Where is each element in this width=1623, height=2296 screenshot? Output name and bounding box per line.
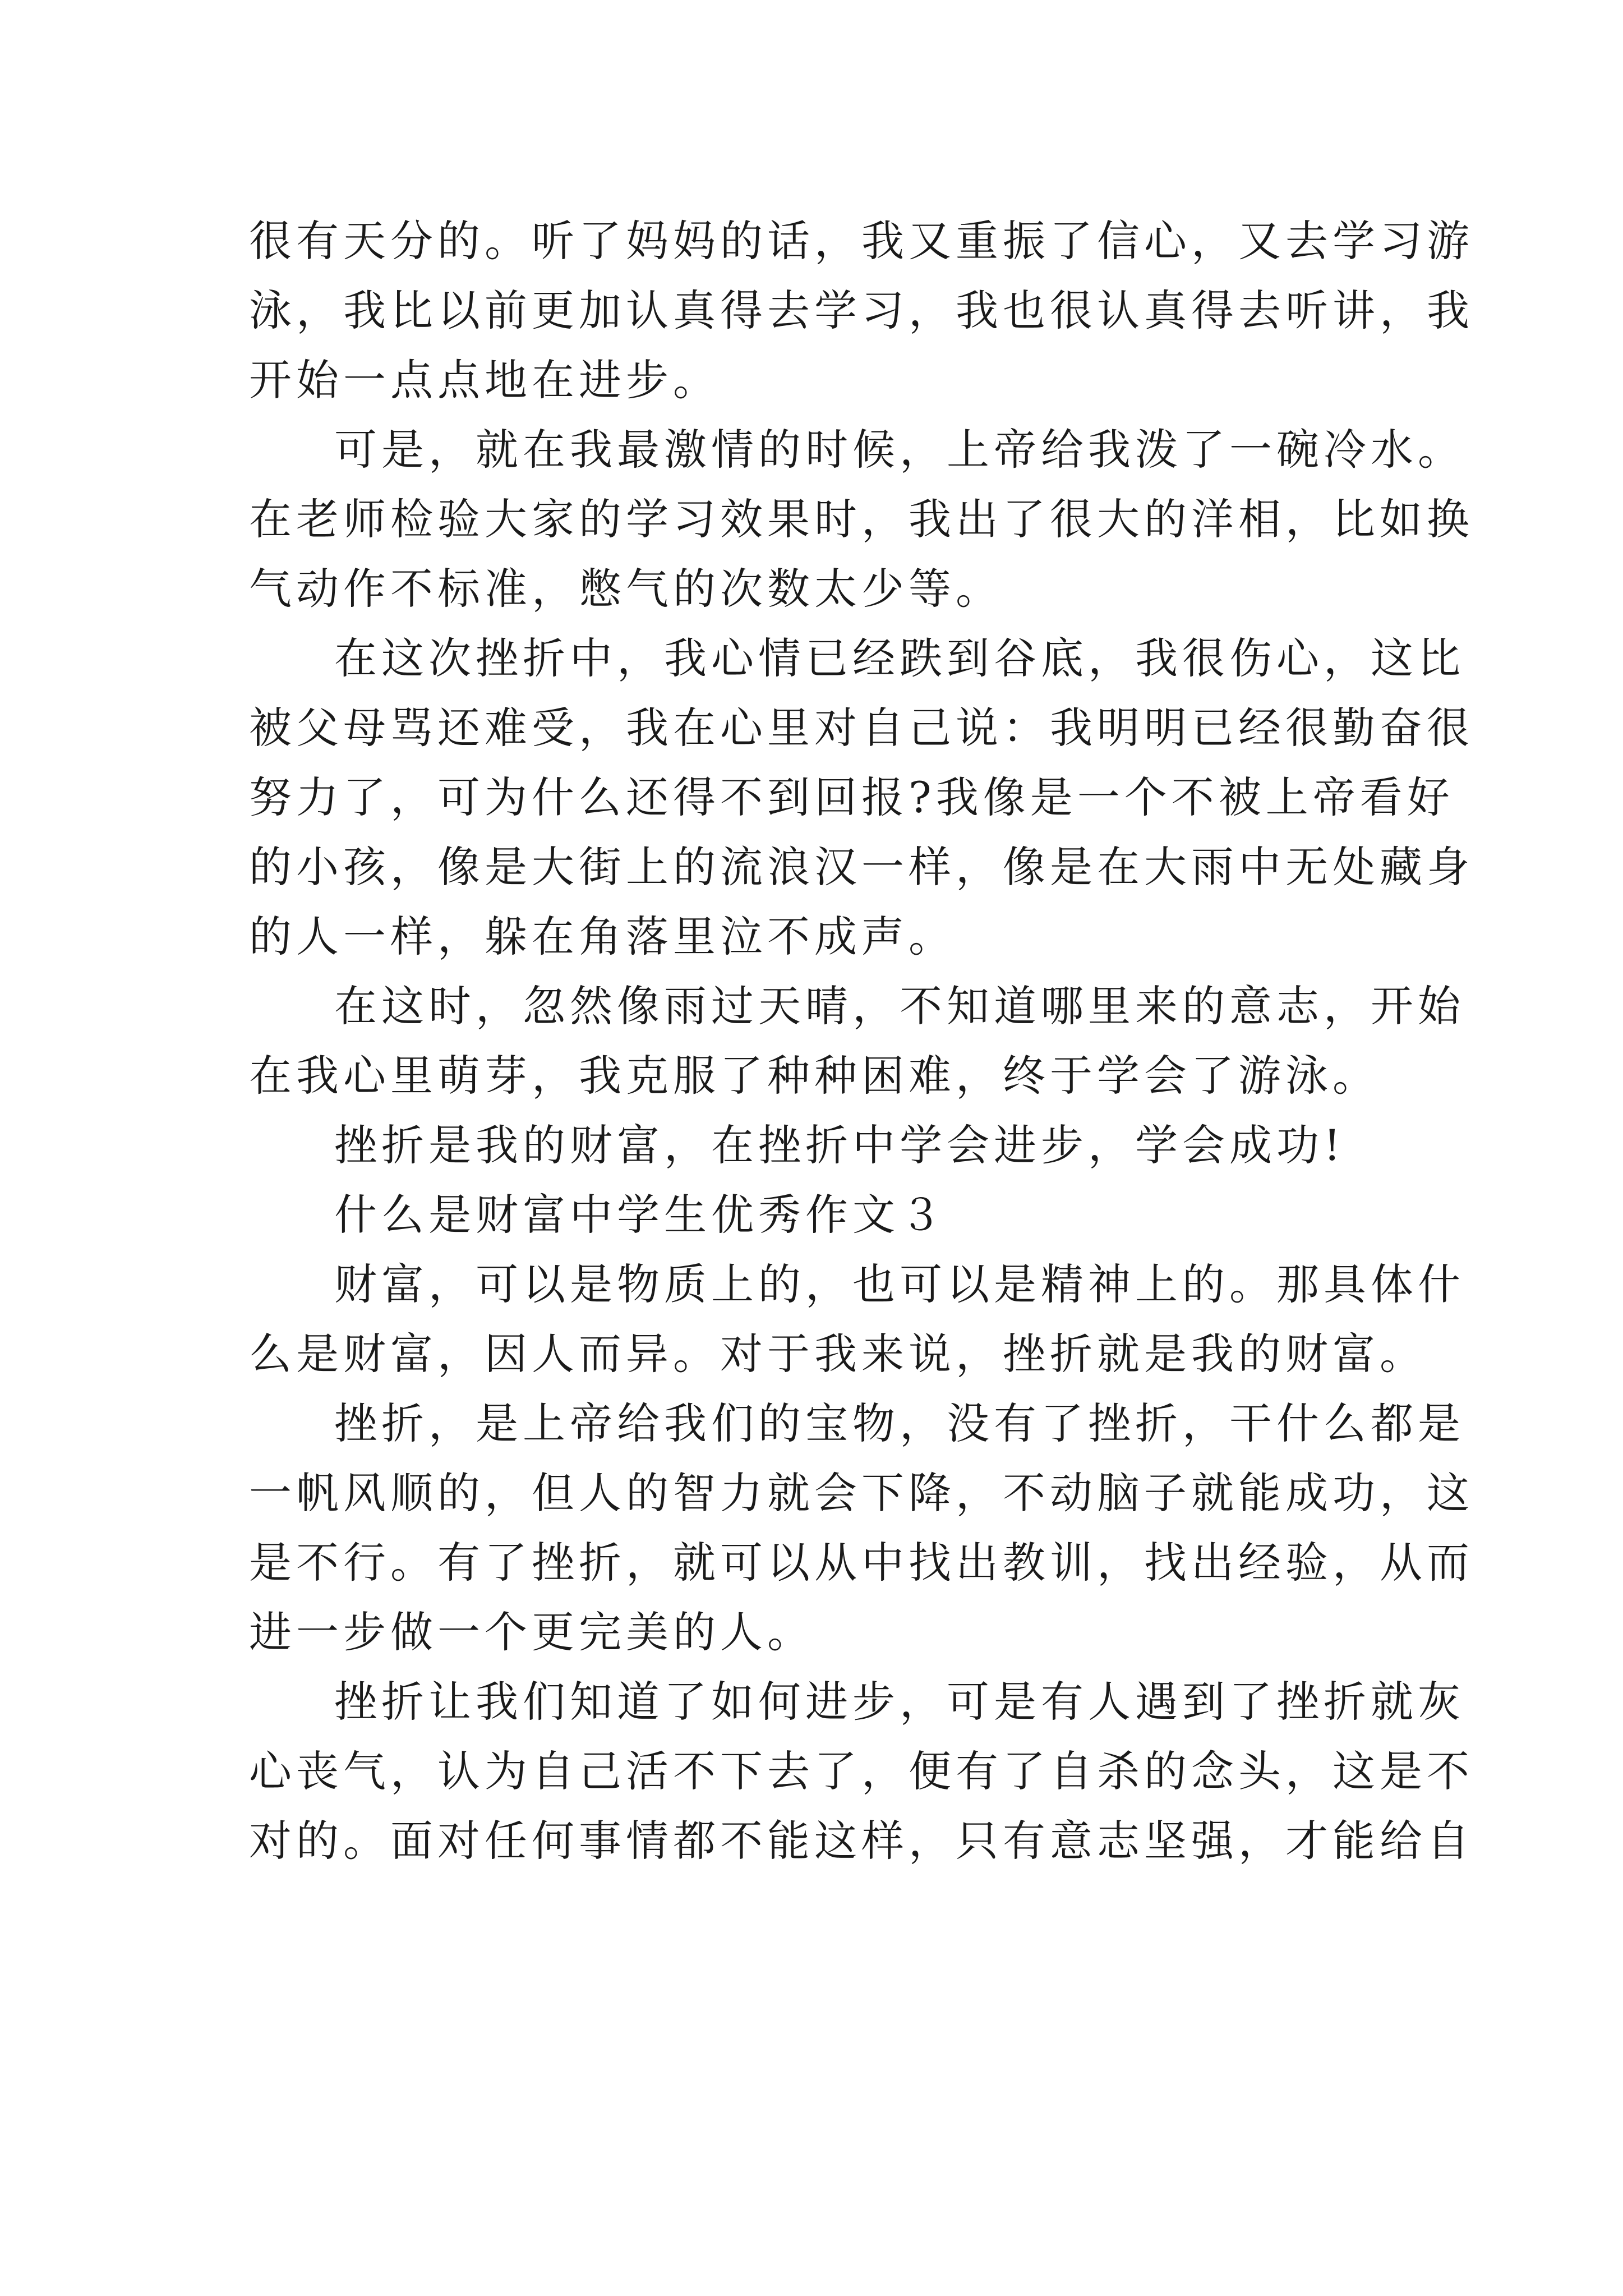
text-line: 在这次挫折中，我心情已经跌到谷底，我很伤心，这比 (334, 633, 1465, 683)
text-line: 努力了，可为什么还得不到回报?我像是一个不被上帝看好 (249, 772, 1454, 822)
text-line: 在老师检验大家的学习效果时，我出了很大的洋相，比如换 (249, 494, 1474, 544)
text-line: 么是财富，因人而异。对于我来说，挫折就是我的财富。 (249, 1329, 1427, 1379)
paragraph-2 (249, 415, 1474, 624)
text-line: 气动作不标准，憋气的次数太少等。 (249, 564, 1003, 614)
text-line: 财富，可以是物质上的，也可以是精神上的。那具体什 (334, 1259, 1465, 1309)
section-heading (249, 1180, 1393, 1250)
paragraph-7 (249, 1389, 1474, 1667)
text-line: 进一步做一个更完美的人。 (249, 1607, 814, 1657)
text-line: 挫折是我的财富，在挫折中学会进步，学会成功! (334, 1120, 1345, 1170)
paragraph-8 (249, 1667, 1474, 1876)
paragraph-3 (249, 624, 1474, 972)
heading-text: 什么是财富中学生优秀作文３ (334, 1190, 947, 1240)
text-line: 是不行。有了挫折，就可以从中找出教训，找出经验，从而 (249, 1538, 1474, 1588)
text-line: 被父母骂还难受，我在心里对自己说：我明明已经很勤奋很 (249, 703, 1474, 753)
text-line: 挫折，是上帝给我们的宝物，没有了挫折，干什么都是 (334, 1398, 1465, 1448)
text-line: 泳，我比以前更加认真得去学习，我也很认真得去听讲，我 (249, 286, 1474, 335)
text-line: 一帆风顺的，但人的智力就会下降，不动脑子就能成功，这 (249, 1468, 1474, 1518)
text-line: 很有天分的。听了妈妈的话，我又重振了信心，又去学习游 (249, 216, 1474, 266)
text-line: 对的。面对任何事情都不能这样，只有意志坚强，才能给自 (249, 1816, 1474, 1866)
text-line: 可是，就在我最激情的时候，上帝给我泼了一碗冷水。 (334, 425, 1465, 475)
text-line: 的小孩，像是大街上的流浪汉一样，像是在大雨中无处藏身 (249, 842, 1474, 892)
text-line: 开始一点点地在进步。 (249, 355, 720, 405)
paragraph-1 (249, 206, 1474, 415)
paragraph-4 (249, 972, 1465, 1111)
text-line: 挫折让我们知道了如何进步，可是有人遇到了挫折就灰 (334, 1677, 1465, 1727)
text-line: 的人一样，躲在角落里泣不成声。 (249, 912, 956, 961)
paragraph-6 (249, 1250, 1465, 1389)
text-line: 在我心里萌芽，我克服了种种困难，终于学会了游泳。 (249, 1051, 1380, 1101)
text-line: 心丧气，认为自己活不下去了，便有了自杀的念头，这是不 (249, 1746, 1474, 1796)
body-text (249, 206, 1474, 1876)
text-line: 在这时，忽然像雨过天晴，不知道哪里来的意志，开始 (334, 981, 1465, 1031)
paragraph-5 (249, 1111, 1393, 1180)
